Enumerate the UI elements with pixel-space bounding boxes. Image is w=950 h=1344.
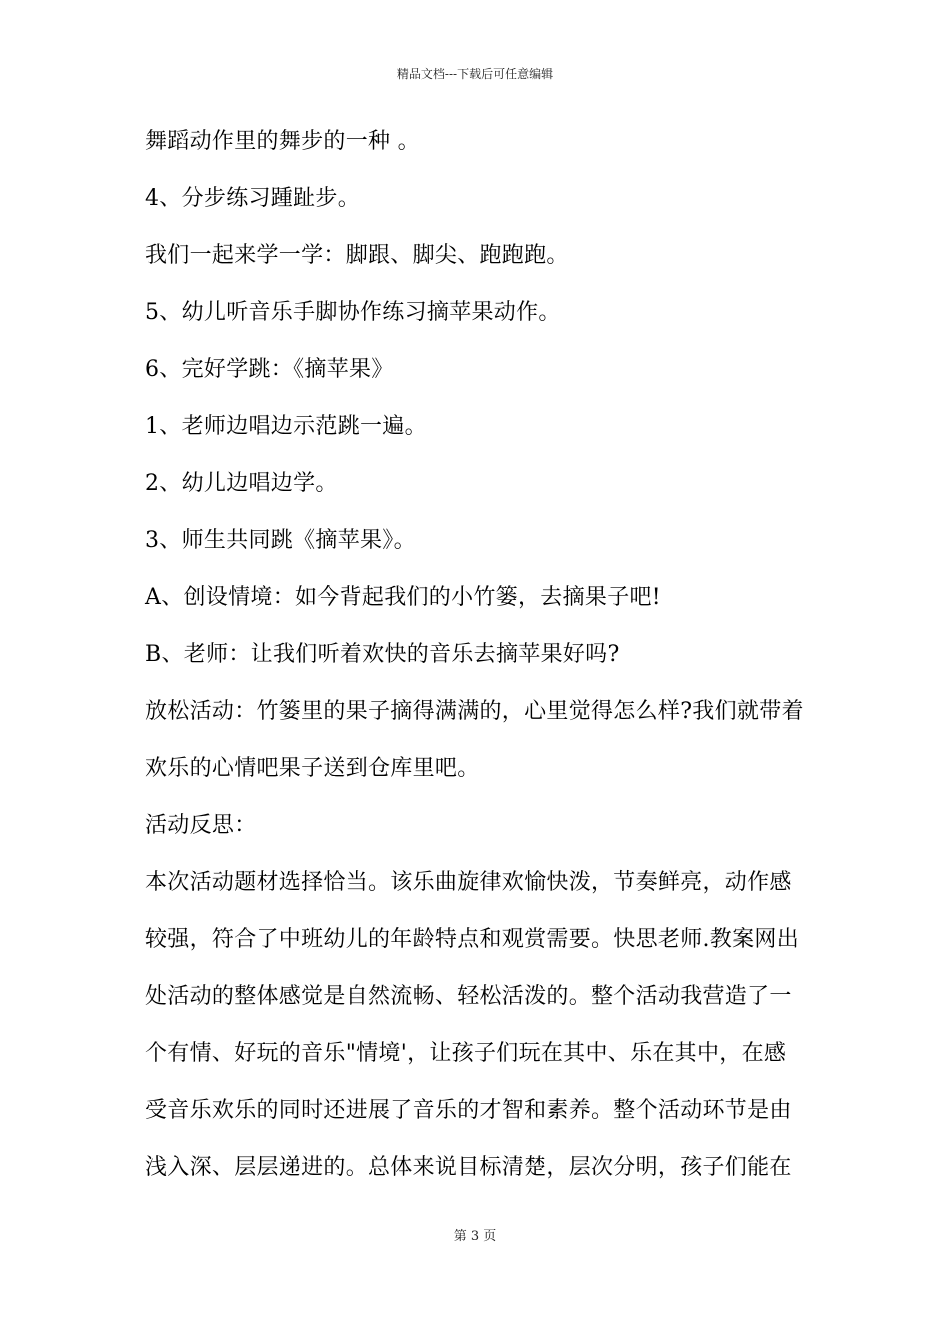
text-line: 受音乐欢乐的同时还进展了音乐的才智和素养。整个活动环节是由	[145, 1098, 792, 1123]
text-line: B、老师：让我们听着欢快的音乐去摘苹果好吗?	[145, 642, 620, 667]
text-line: A、创设情境：如今背起我们的小竹篓，去摘果子吧!	[145, 585, 661, 610]
text-line: 本次活动题材选择恰当。该乐曲旋律欢愉快泼，节奏鲜亮，动作感	[145, 870, 792, 895]
text-line: 5、幼儿听音乐手脚协作练习摘苹果动作。	[145, 300, 561, 325]
text-line: 2、幼儿边唱边学。	[145, 471, 338, 496]
text-line: 舞蹈动作里的舞步的一种 。	[145, 129, 420, 154]
page-number: 第 3 页	[453, 1229, 497, 1244]
text-line: 3、师生共同跳《摘苹果》。	[145, 528, 416, 553]
text-line: 4、分步练习踵趾步。	[145, 186, 360, 211]
document-body	[145, 128, 810, 1211]
text-line: 6、完好学跳：《摘苹果》	[145, 357, 394, 382]
text-line: 放松活动：竹篓里的果子摘得满满的，心里觉得怎么样?我们就带着	[145, 699, 804, 724]
page-header: 精品文档---下载后可任意编辑	[396, 67, 554, 81]
text-line: 1、老师边唱边示范跳一遍。	[145, 414, 427, 439]
text-line: 我们一起来学一学：脚跟、脚尖、跑跑跑。	[145, 243, 569, 268]
text-line: 个有情、好玩的音乐"情境'，让孩子们玩在其中、乐在其中，在感	[145, 1041, 787, 1066]
text-line: 处活动的整体感觉是自然流畅、轻松活泼的。整个活动我营造了一	[145, 984, 792, 1009]
text-line: 欢乐的心情吧果子送到仓库里吧。	[145, 756, 480, 781]
text-line: 浅入深、层层递进的。总体来说目标清楚，层次分明，孩子们能在	[145, 1155, 792, 1180]
text-line: 活动反思：	[145, 813, 257, 838]
text-line: 较强，符合了中班幼儿的年龄特点和观赏需要。快思老师.教案网出	[145, 927, 799, 952]
